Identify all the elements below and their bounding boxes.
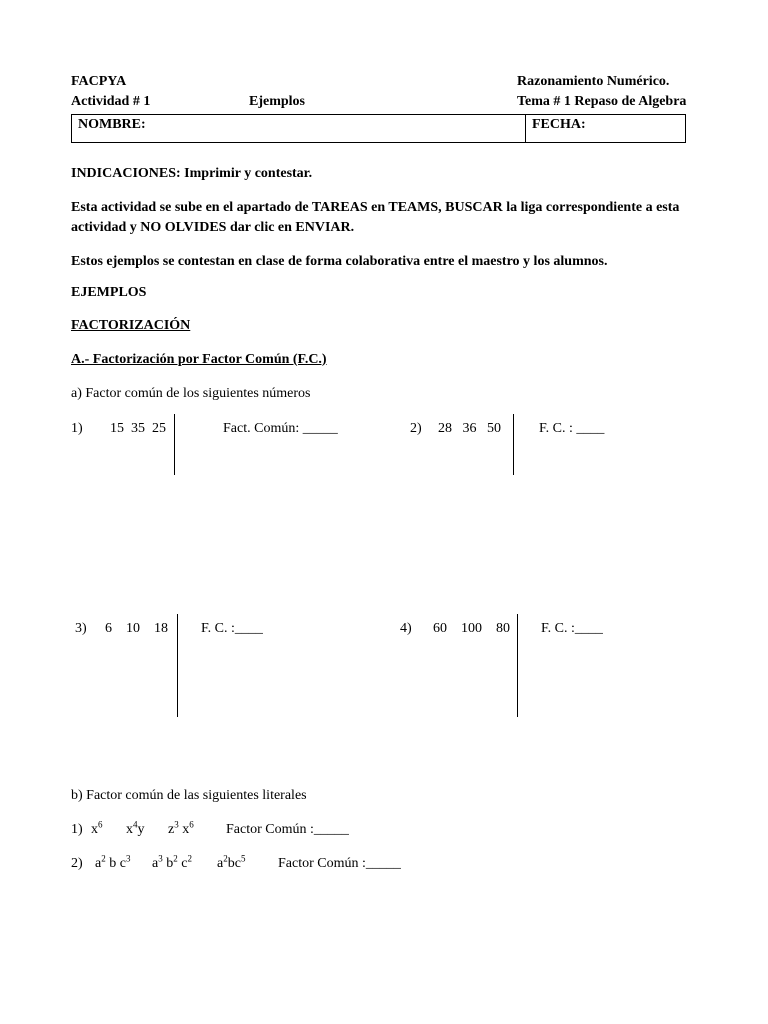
literal-term: $a^3$ $b^2$ $c^2$ xyxy=(152,853,192,871)
problem-number: 3) xyxy=(75,621,87,636)
instructions-collab: Estos ejemplos se contestan en clase de forma colaborativa entre el maestro y los alumnos. xyxy=(71,254,608,269)
factorization-heading: FACTORIZACIÓN xyxy=(71,318,191,333)
problem-number: 2) xyxy=(410,421,422,436)
subject-name: Razonamiento Numérico. xyxy=(517,74,670,89)
name-date-divider xyxy=(525,114,526,143)
problem-number: 1) xyxy=(71,822,83,837)
examples-heading: EJEMPLOS xyxy=(71,285,147,300)
literal-term: $a^2bc^5$ xyxy=(217,853,246,871)
problem-numbers: 28 36 50 xyxy=(438,421,501,436)
topic-name: Tema # 1 Repaso de Algebra xyxy=(517,94,687,109)
literal-term: $x^6$ xyxy=(91,819,103,837)
name-field[interactable] xyxy=(140,114,520,143)
problem-numbers: 6 10 18 xyxy=(105,621,168,636)
name-label: NOMBRE: xyxy=(78,117,146,132)
date-label: FECHA: xyxy=(532,117,586,132)
part-b-title: b) Factor común de las siguientes literales xyxy=(71,788,307,803)
literal-term: $x^4y$ xyxy=(126,819,145,837)
division-line xyxy=(174,414,175,475)
part-a-title: a) Factor común de los siguientes números xyxy=(71,386,311,401)
instructions-upload: Esta actividad se sube en el apartado de TAREAS en TEAMS, BUSCAR la liga correspondiente a esta actividad y NO OLVIDES dar clic en ENVIAR. xyxy=(71,200,680,235)
problem-numbers: 15 35 25 xyxy=(110,421,166,436)
problem-numbers: 60 100 80 xyxy=(433,621,510,636)
literal-term: $a^2$ b $c^3$ xyxy=(95,853,131,871)
problem-number: 4) xyxy=(400,621,412,636)
answer-blank[interactable]: F. C. : ____ xyxy=(539,421,605,436)
division-line xyxy=(517,614,518,717)
activity-number: Actividad # 1 xyxy=(71,94,151,109)
literal-term: $z^3$ $x^6$ xyxy=(168,819,194,837)
answer-blank[interactable]: Factor Común :_____ xyxy=(226,822,349,837)
common-factor-heading: A.- Factorización por Factor Común (F.C.) xyxy=(71,352,327,367)
division-line xyxy=(513,414,514,475)
answer-blank[interactable]: Fact. Común: _____ xyxy=(223,421,338,436)
school-name: FACPYA xyxy=(71,74,127,89)
date-field[interactable] xyxy=(595,114,683,143)
activity-type: Ejemplos xyxy=(249,94,305,109)
answer-blank[interactable]: F. C. :____ xyxy=(541,621,603,636)
division-line xyxy=(177,614,178,717)
answer-blank[interactable]: F. C. :____ xyxy=(201,621,263,636)
problem-number: 1) xyxy=(71,421,83,436)
answer-blank[interactable]: Factor Común :_____ xyxy=(278,856,401,871)
problem-number: 2) xyxy=(71,856,83,871)
instructions-main: INDICACIONES: Imprimir y contestar. xyxy=(71,166,313,181)
